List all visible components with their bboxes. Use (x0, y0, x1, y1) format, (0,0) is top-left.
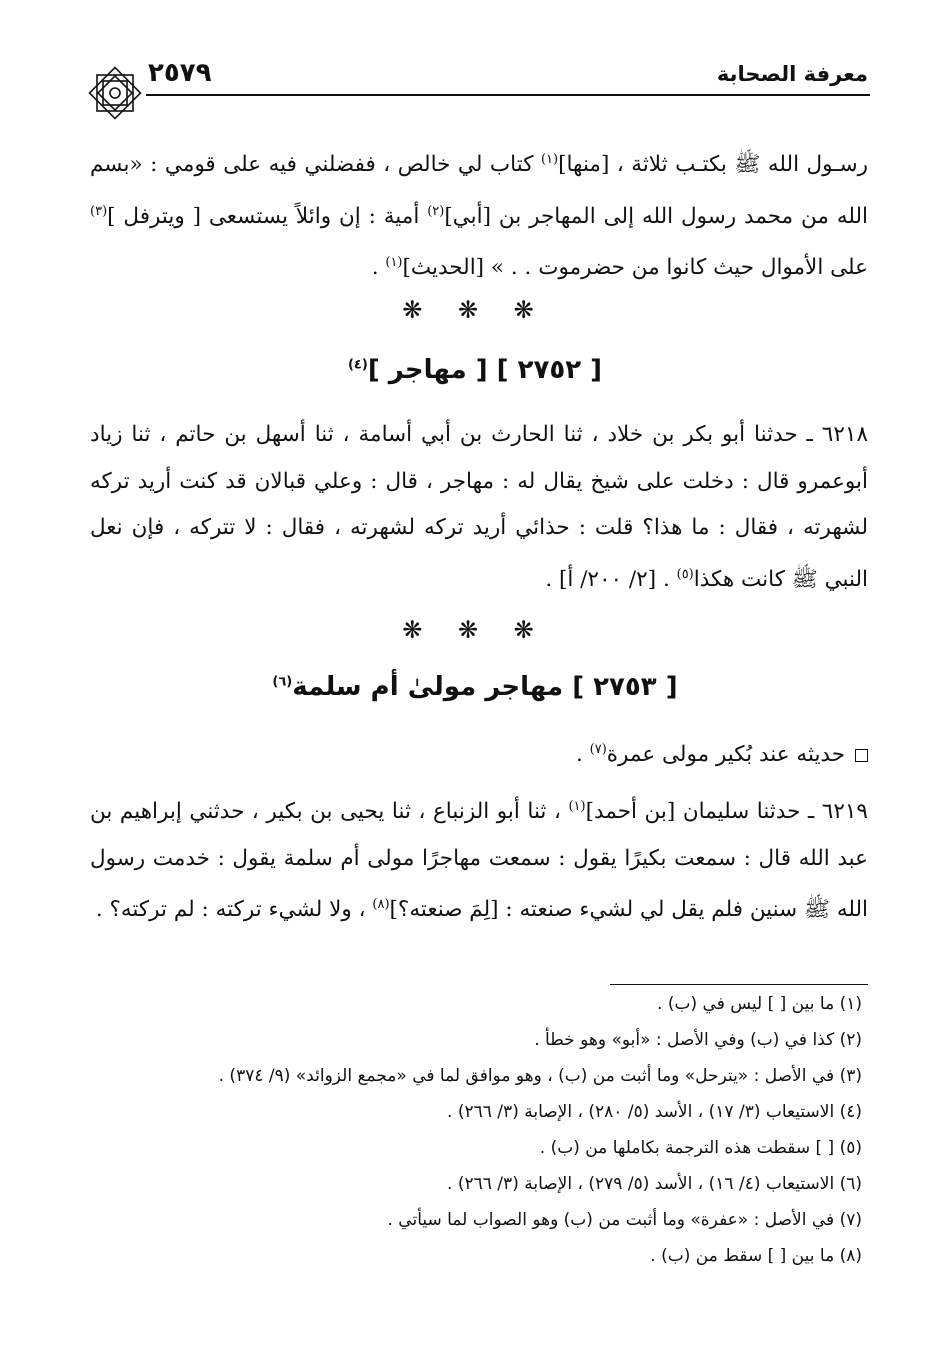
text-run: حديثه عند بُكير مولى عمرة (606, 742, 845, 768)
ornament-icon (84, 62, 146, 124)
entry-heading-2752 (0, 355, 950, 385)
footnote-3: (٣) في الأصل : «يترحل» وما أثبت من (ب) ، وهو موافق لما في «مجمع الزوائد» (٩/ ٣٧٤) . (218, 1066, 862, 1086)
page-number: ٢٥٧٩ (148, 58, 212, 88)
footnote-ref: (٦) (272, 674, 293, 690)
footnote-ref: (٨) (372, 897, 390, 913)
footnote-ref: (١) (568, 799, 586, 814)
entry-heading-2753 (0, 672, 950, 702)
footnote-separator (610, 984, 868, 985)
footnote-5: (٥) [ ] سقطت هذه الترجمة بكاملها من (ب) . (539, 1138, 862, 1158)
text-run: . (575, 742, 590, 768)
body-paragraph-3 (90, 727, 868, 779)
footnote-6: (٦) الاستيعاب (٤/ ١٦) ، الأسد (٥/ ٢٧٩) ، الإصابة (٣/ ٢٦٦) . (447, 1174, 862, 1194)
heading-text: [ ٢٧٥٢ ] [ مهاجر ] (367, 355, 603, 385)
body-paragraph-1 (90, 137, 868, 292)
footnote-7: (٧) في الأصل : «عفرة» وما أثبت من (ب) وهو الصواب لما سيأتي . (387, 1210, 862, 1230)
footnote-ref: (٥) (676, 566, 694, 582)
footnote-ref: (٤) (347, 357, 368, 373)
text-run: على الأموال حيث كانوا من حضرموت . . » [الحديث] (402, 255, 868, 281)
footnote-ref: (٧) (589, 742, 607, 757)
text-run: ، ولا لشيء تركته : لم تركته؟ . (95, 897, 373, 923)
square-bullet-icon (855, 749, 868, 762)
text-run: ٦٢١٨ ـ حدثنا أبو بكر بن خلاد ، ثنا الحارث بن أبي أسامة ، ثنا أسهل بن حاتم ، ثنا زياد أبوعمرو قال : دخلت على شيخ يقال له : مهاجر ، قال : وعلي قبالان قد كنت أريد تركه لشهرته ، فقال : ما هذا؟ قلت : حذائي أريد تركه لشهرته ، فقال : لا تتركه ، فإن نعل النبي ﷺ كانت هكذا (90, 422, 868, 592)
footnote-ref: (١) (385, 255, 403, 271)
body-paragraph-4 (90, 784, 868, 934)
section-divider: ❋ ❋ ❋ (402, 616, 548, 644)
footnote-2: (٢) كذا في (ب) وفي الأصل : «أبو» وهو خطأ . (534, 1030, 862, 1050)
footnote-1: (١) ما بين [ ] ليس في (ب) . (657, 994, 862, 1014)
text-run: رسـول الله ﷺ بكتـب ثلاثة ، [منها] (558, 152, 868, 178)
running-header-title: معرفة الصحابة (716, 62, 868, 86)
text-run: ٦٢١٩ ـ حدثنا سليمان [بن أحمد] (585, 799, 868, 825)
text-run: ، ثنا أبو الزنباع ، ثنا يحيى بن بكير ، حدثني إبراهيم بن عبد الله قال : سمعت بكيرًا يقول : سمعت مهاجرًا مولى أم سلمة يقول : خدمت رسول الله ﷺ سنين فلم يقل لي لشيء صنعته : [لِمَ صنعته؟] (90, 799, 868, 923)
footnote-4: (٤) الاستيعاب (٣/ ١٧) ، الأسد (٥/ ٢٨٠) ، الإصابة (٣/ ٢٦٦) . (447, 1102, 862, 1122)
footnote-ref: (١) (540, 152, 559, 167)
text-run: . [٢/ ٢٠٠/ أ] . (545, 566, 677, 592)
footnote-ref: (٣) (90, 203, 108, 219)
heading-text: [ ٢٧٥٣ ] مهاجر مولىٰ أم سلمة (292, 672, 678, 702)
footnote-8: (٨) ما بين [ ] سقط من (ب) . (650, 1246, 862, 1266)
body-paragraph-2 (90, 412, 868, 603)
text-run: كتاب لي خالص ، ففضلني فيه على قومي : «بسم الله من محمد رسول الله إلى المهاجر بن [أبي] (90, 152, 868, 229)
section-divider: ❋ ❋ ❋ (402, 296, 548, 324)
footnote-ref: (٢) (427, 203, 445, 219)
text-run: . (371, 255, 386, 281)
text-run: أمية : إن وائلاً يستسعى [ ويترفل ] (107, 203, 428, 229)
header-rule (146, 94, 870, 96)
